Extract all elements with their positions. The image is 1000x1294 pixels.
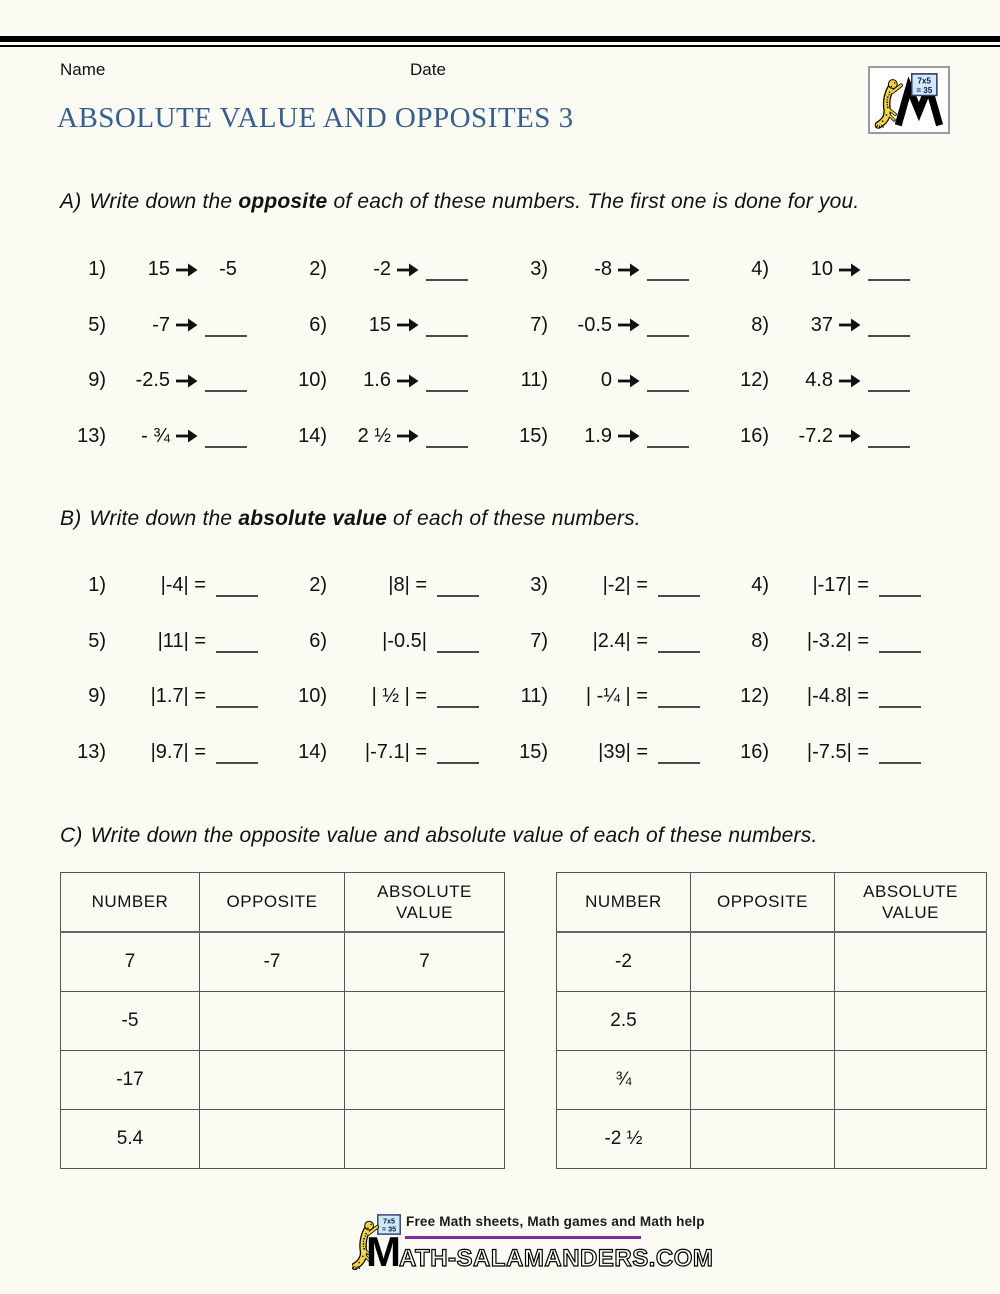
- absolute-value-problem-3: [502, 558, 723, 614]
- problem-value: 0: [600, 369, 612, 392]
- opposite-problem-1: [60, 242, 281, 298]
- table-cell: [691, 1110, 835, 1169]
- answer-blank: [205, 425, 247, 448]
- column-header: OPPOSITE: [691, 873, 835, 933]
- number-opposite-absolute-table: [60, 872, 505, 1169]
- absolute-value-problem-4: [723, 558, 944, 614]
- table-row: [61, 1051, 505, 1110]
- opposite-problem-8: [723, 298, 944, 354]
- name-label: Name: [60, 60, 106, 79]
- opposite-problem-4: [723, 242, 944, 298]
- problem-number: 1): [88, 258, 106, 281]
- answer-blank: [879, 574, 921, 597]
- problem-expression: |1.7| =: [150, 685, 206, 708]
- opposite-problem-7: [502, 298, 723, 354]
- section-b-heading: B) Write down the absolute value of each of these numbers.: [60, 507, 641, 530]
- opposite-problem-16: [723, 409, 944, 465]
- column-header: ABSOLUTE VALUE: [835, 873, 987, 933]
- section-c-table-1: [60, 872, 505, 1169]
- table-cell: -17: [61, 1051, 200, 1110]
- answer-blank: [216, 741, 258, 764]
- table-cell: 7: [61, 932, 200, 992]
- answer-blank: [216, 685, 258, 708]
- problem-number: 8): [751, 313, 769, 336]
- arrow-right-icon: [617, 262, 641, 278]
- absolute-value-problem-7: [502, 614, 723, 670]
- opposite-problem-2: [281, 242, 502, 298]
- footer-big-m: M: [366, 1228, 399, 1275]
- opposite-problem-14: [281, 409, 502, 465]
- answer-blank: [658, 685, 700, 708]
- answer-blank: [426, 314, 468, 337]
- problem-value: -8: [594, 258, 612, 281]
- problem-number: 2): [309, 574, 327, 597]
- problem-expression: |-2| =: [602, 574, 648, 597]
- table-cell: -7: [200, 932, 345, 992]
- answer-blank: [879, 685, 921, 708]
- problem-number: 2): [309, 258, 327, 281]
- problem-expression: | ½ | =: [371, 685, 427, 708]
- opposite-problem-9: [60, 353, 281, 409]
- arrow-right-icon: [175, 428, 199, 444]
- answer-blank: [205, 369, 247, 392]
- table-cell: -2 ½: [557, 1110, 691, 1169]
- problem-value: -7.2: [798, 424, 833, 447]
- section-b-label: B): [60, 507, 82, 530]
- problem-number: 16): [740, 424, 769, 447]
- table-cell: [835, 932, 987, 992]
- arrow-right-icon: [175, 262, 199, 278]
- section-c-table-2: [556, 872, 987, 1169]
- footer-brand: [350, 1206, 714, 1275]
- answer-blank: [879, 630, 921, 653]
- footer-site-name: MATH-SALAMANDERS.COM: [366, 1228, 714, 1275]
- arrow-right-icon: [838, 373, 862, 389]
- number-opposite-absolute-table: [556, 872, 987, 1169]
- problem-expression: |8| =: [388, 574, 427, 597]
- problem-expression: |-7.5| =: [806, 740, 869, 763]
- problem-number: 9): [88, 369, 106, 392]
- answer-blank: [426, 425, 468, 448]
- top-rule-thick: [0, 36, 1000, 42]
- math-salamanders-logo: [868, 66, 950, 134]
- problem-expression: |-17| =: [812, 574, 869, 597]
- arrow-right-icon: [175, 317, 199, 333]
- answer-blank: [868, 369, 910, 392]
- problem-expression: |11| =: [157, 629, 206, 652]
- problem-number: 7): [530, 313, 548, 336]
- problem-number: 13): [77, 740, 106, 763]
- column-header: OPPOSITE: [200, 873, 345, 933]
- problem-number: 14): [298, 740, 327, 763]
- absolute-value-problem-9: [60, 669, 281, 725]
- footer-tagline: Free Math sheets, Math games and Math help: [406, 1214, 705, 1229]
- table-cell: [835, 1051, 987, 1110]
- answer-blank: [647, 314, 689, 337]
- arrow-right-icon: [838, 317, 862, 333]
- answer-blank: [868, 314, 910, 337]
- table-cell: ¾: [557, 1051, 691, 1110]
- table-cell: 2.5: [557, 992, 691, 1051]
- table-cell: [345, 1051, 505, 1110]
- table-row: [61, 992, 505, 1051]
- arrow-right-icon: [396, 317, 420, 333]
- table-cell: -5: [61, 992, 200, 1051]
- table-cell: [200, 992, 345, 1051]
- problem-number: 4): [751, 574, 769, 597]
- problem-number: 1): [88, 574, 106, 597]
- absolute-value-problem-8: [723, 614, 944, 670]
- table-row: [557, 1051, 987, 1110]
- table-cell: [835, 992, 987, 1051]
- answer-blank: [216, 574, 258, 597]
- table-cell: [691, 992, 835, 1051]
- answer-blank: [437, 630, 479, 653]
- opposite-problem-12: [723, 353, 944, 409]
- table-cell: [835, 1110, 987, 1169]
- problem-number: 4): [751, 258, 769, 281]
- absolute-value-problem-2: [281, 558, 502, 614]
- problem-expression: |-0.5|: [382, 629, 427, 652]
- answer-blank: [647, 369, 689, 392]
- answer-blank: [437, 685, 479, 708]
- problem-value: 10: [810, 258, 833, 281]
- section-b-problems: [60, 558, 944, 780]
- absolute-value-problem-11: [502, 669, 723, 725]
- problem-expression: |9.7| =: [150, 740, 206, 763]
- top-rule-thin: [0, 45, 1000, 47]
- arrow-right-icon: [617, 428, 641, 444]
- table-cell: [345, 1110, 505, 1169]
- answer-blank: [437, 574, 479, 597]
- absolute-value-problem-15: [502, 725, 723, 781]
- table-row: [557, 992, 987, 1051]
- answer-blank: [868, 258, 910, 281]
- table-cell: [200, 1110, 345, 1169]
- answer-blank: [879, 741, 921, 764]
- problem-number: 9): [88, 685, 106, 708]
- problem-value: 1.9: [584, 424, 612, 447]
- problem-number: 6): [309, 313, 327, 336]
- answer-blank: [216, 630, 258, 653]
- problem-number: 13): [77, 424, 106, 447]
- opposite-problem-15: [502, 409, 723, 465]
- problem-number: 3): [530, 574, 548, 597]
- problem-number: 10): [298, 685, 327, 708]
- opposite-problem-6: [281, 298, 502, 354]
- problem-value: 4.8: [805, 369, 833, 392]
- arrow-right-icon: [838, 262, 862, 278]
- answer-blank: [647, 425, 689, 448]
- problem-number: 16): [740, 740, 769, 763]
- table-row: [557, 1110, 987, 1169]
- table-cell: [691, 1051, 835, 1110]
- opposite-problem-11: [502, 353, 723, 409]
- answer-blank: [658, 741, 700, 764]
- answer-blank: [647, 258, 689, 281]
- absolute-value-problem-6: [281, 614, 502, 670]
- table-cell: [691, 932, 835, 992]
- absolute-value-problem-16: [723, 725, 944, 781]
- answer-blank: [437, 741, 479, 764]
- opposite-problem-3: [502, 242, 723, 298]
- arrow-right-icon: [175, 373, 199, 389]
- arrow-right-icon: [396, 428, 420, 444]
- problem-expression: |-7.1| =: [364, 740, 427, 763]
- problem-expression: |-3.2| =: [806, 629, 869, 652]
- problem-number: 10): [298, 369, 327, 392]
- arrow-right-icon: [617, 373, 641, 389]
- problem-value: 2 ½: [357, 424, 391, 447]
- answer-blank: [658, 574, 700, 597]
- answer-blank: [426, 258, 468, 281]
- section-a-label: A): [60, 190, 82, 213]
- section-c-heading: C) Write down the opposite value and absolute value of each of these numbers.: [60, 824, 818, 847]
- problem-number: 5): [88, 313, 106, 336]
- column-header: ABSOLUTE VALUE: [345, 873, 505, 933]
- answer-blank: [426, 369, 468, 392]
- problem-expression: |2.4| =: [592, 629, 648, 652]
- problem-number: 14): [298, 424, 327, 447]
- section-a-heading: A) Write down the opposite of each of these numbers. The first one is done for you.: [60, 190, 860, 213]
- table-row: [557, 932, 987, 992]
- answer-blank: [205, 314, 247, 337]
- page-title: ABSOLUTE VALUE AND OPPOSITES 3: [57, 102, 574, 134]
- problem-value: -2: [373, 258, 391, 281]
- problem-value: -7: [152, 313, 170, 336]
- table-row: [61, 1110, 505, 1169]
- problem-expression: | -¼ | =: [585, 685, 648, 708]
- problem-number: 15): [519, 740, 548, 763]
- problem-value: - ¾: [141, 424, 170, 447]
- opposite-problem-13: [60, 409, 281, 465]
- problem-number: 7): [530, 629, 548, 652]
- problem-value: -2.5: [135, 369, 170, 392]
- column-header: NUMBER: [557, 873, 691, 933]
- problem-number: 15): [519, 424, 548, 447]
- table-cell: [345, 992, 505, 1051]
- arrow-right-icon: [617, 317, 641, 333]
- absolute-value-problem-10: [281, 669, 502, 725]
- problem-value: 15: [368, 313, 391, 336]
- arrow-right-icon: [396, 262, 420, 278]
- answer-blank: [868, 425, 910, 448]
- arrow-right-icon: [838, 428, 862, 444]
- opposite-problem-5: [60, 298, 281, 354]
- problem-number: 6): [309, 629, 327, 652]
- column-header: NUMBER: [61, 873, 200, 933]
- problem-number: 3): [530, 258, 548, 281]
- problem-value: -0.5: [577, 313, 612, 336]
- problem-value: 1.6: [363, 369, 391, 392]
- arrow-right-icon: [396, 373, 420, 389]
- problem-value: 37: [810, 313, 833, 336]
- salamander-logo-icon: [873, 71, 945, 129]
- table-cell: -2: [557, 932, 691, 992]
- problem-answer: -5: [219, 258, 237, 281]
- date-label: Date: [410, 60, 446, 79]
- problem-expression: |39| =: [598, 740, 648, 763]
- table-cell: [200, 1051, 345, 1110]
- table-cell: 5.4: [61, 1110, 200, 1169]
- absolute-value-problem-12: [723, 669, 944, 725]
- absolute-value-problem-5: [60, 614, 281, 670]
- absolute-value-problem-13: [60, 725, 281, 781]
- problem-number: 12): [740, 369, 769, 392]
- absolute-value-problem-1: [60, 558, 281, 614]
- absolute-value-problem-14: [281, 725, 502, 781]
- problem-expression: |-4.8| =: [806, 685, 869, 708]
- problem-number: 11): [520, 369, 548, 392]
- section-a-problems: [60, 242, 944, 464]
- problem-number: 12): [740, 685, 769, 708]
- answer-blank: [658, 630, 700, 653]
- problem-number: 8): [751, 629, 769, 652]
- section-c-label: C): [60, 824, 83, 847]
- problem-value: 15: [147, 258, 170, 281]
- problem-expression: |-4| =: [160, 574, 206, 597]
- problem-number: 11): [520, 685, 548, 708]
- table-row: [61, 932, 505, 992]
- table-cell: 7: [345, 932, 505, 992]
- opposite-problem-10: [281, 353, 502, 409]
- problem-number: 5): [88, 629, 106, 652]
